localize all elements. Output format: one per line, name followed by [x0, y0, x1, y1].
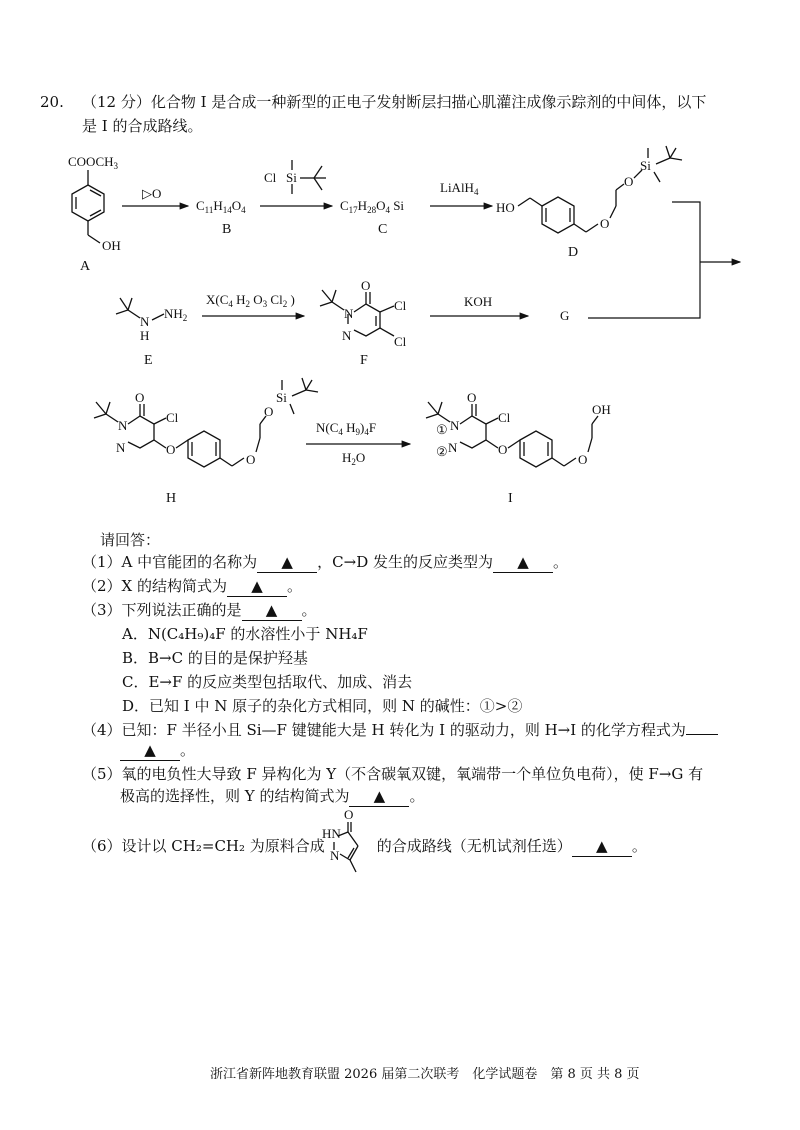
- svg-text:O: O: [135, 390, 145, 405]
- svg-text:Cl: Cl: [264, 170, 277, 185]
- merge-bracket-top: [672, 202, 700, 260]
- svg-text:N: N: [118, 418, 128, 433]
- compound-e: [116, 298, 187, 368]
- q2-blank[interactable]: ▲: [227, 576, 287, 597]
- q5-blank[interactable]: ▲: [349, 786, 409, 807]
- svg-text:Cl: Cl: [394, 334, 407, 349]
- label-i: I: [508, 491, 513, 506]
- synthesis-scheme: [60, 140, 760, 520]
- q6: （6）设计以 CH₂=CH₂ 为原料合成 的合成路线（无机试剂任选） ▲ 。: [82, 837, 647, 855]
- compound-g: G: [560, 308, 570, 323]
- q1: （1）A 中官能团的名称为 ▲ ，C→D 发生的反应类型为 ▲ 。: [82, 553, 569, 571]
- svg-text:N: N: [448, 440, 458, 455]
- label-b: B: [222, 222, 232, 237]
- reagent-tbscl: [264, 160, 326, 194]
- label-e: E: [144, 353, 153, 368]
- q4-line1: （4）已知：F 半径小且 Si—F 键键能大是 H 转化为 I 的驱动力，则 H→I 的化学方程式为: [82, 720, 718, 740]
- a-cooch3: $COOCH_3$: [68, 154, 119, 171]
- q5-line1: （5）氧的电负性大导致 F 异构化为 Y（不含碳氧双键，氧端带一个单位负电荷），使 F→G 有: [82, 765, 704, 783]
- question-intro-line2: 是 I 的合成路线。: [82, 117, 203, 135]
- pyrazolone-structure: [320, 808, 376, 880]
- svg-text:O: O: [361, 278, 371, 293]
- label-h: H: [166, 491, 177, 506]
- a-oh: OH: [102, 238, 121, 253]
- ask-label: 请回答：: [100, 531, 161, 549]
- formula-b: $C_{11}H_{14}O_4$: [196, 198, 246, 215]
- q4-blank-start[interactable]: [686, 734, 718, 735]
- q3-option-a: A．N(C₄H₉)₄F 的水溶性小于 NH₄F: [122, 625, 368, 643]
- svg-text:OH: OH: [592, 402, 611, 417]
- q4-line2: ▲ 。: [120, 740, 195, 761]
- svg-text:O: O: [498, 442, 508, 457]
- q4-blank[interactable]: ▲: [120, 740, 180, 761]
- label-a: A: [80, 259, 91, 274]
- svg-text:HN: HN: [322, 826, 341, 841]
- e-nh2: $NH_2$: [164, 306, 188, 323]
- svg-text:O: O: [264, 404, 274, 419]
- svg-text:O: O: [166, 442, 176, 457]
- q3: （3）下列说法正确的是 ▲ 。: [82, 601, 317, 619]
- merge-bracket-bottom: [588, 260, 700, 318]
- svg-text:N: N: [450, 418, 460, 433]
- label-f: F: [360, 353, 368, 368]
- reagent-lialh4: LiAlH$_4$: [440, 180, 479, 197]
- svg-text:Si: Si: [286, 170, 297, 185]
- reagent-x: $X(C_4$ $H_2$ $O_3$ $Cl_2$ ): [206, 292, 295, 309]
- formula-c: $C_{17}H_{28}O_4$ Si: [340, 198, 405, 215]
- compound-f: [320, 278, 407, 368]
- compound-i: [426, 390, 611, 506]
- svg-text:Cl: Cl: [498, 410, 511, 425]
- q6-blank[interactable]: ▲: [572, 836, 632, 857]
- svg-text:O: O: [246, 452, 256, 467]
- svg-text:O: O: [467, 390, 477, 405]
- compound-a: [68, 154, 121, 274]
- svg-text:N: N: [116, 440, 126, 455]
- compound-d: [496, 146, 682, 260]
- svg-text:H: H: [140, 328, 150, 343]
- svg-text:O: O: [578, 452, 588, 467]
- svg-text:Si: Si: [640, 158, 651, 173]
- reagent-epoxide: ▷O: [142, 186, 162, 201]
- i-mark-2: ②: [436, 444, 448, 459]
- q3-blank[interactable]: ▲: [242, 600, 302, 621]
- q3-option-d: D．已知 I 中 N 原子的杂化方式相同，则 N 的碱性：①>②: [122, 697, 523, 715]
- svg-text:N: N: [140, 314, 150, 329]
- q3-option-c: C．E→F 的反应类型包括取代、加成、消去: [122, 673, 413, 691]
- svg-text:HO: HO: [496, 200, 515, 215]
- svg-text:N: N: [342, 328, 352, 343]
- svg-text:O: O: [344, 808, 354, 822]
- i-mark-1: ①: [436, 422, 448, 437]
- reagent-tbaf: $N(C_4$ $H_9)_4F$: [316, 420, 377, 437]
- question-number: 20.: [40, 93, 64, 111]
- svg-text:Si: Si: [276, 390, 287, 405]
- page-footer: 浙江省新阵地教育联盟 2026 届第二次联考 化学试题卷 第 8 页 共 8 页: [210, 1067, 640, 1082]
- q1-blank-1[interactable]: ▲: [257, 552, 317, 573]
- label-c: C: [378, 222, 388, 237]
- reagent-water: $H_2O$: [342, 450, 366, 467]
- q1-blank-2[interactable]: ▲: [493, 552, 553, 573]
- svg-text:O: O: [600, 216, 610, 231]
- q3-option-b: B．B→C 的目的是保护羟基: [122, 649, 308, 667]
- svg-text:N: N: [330, 848, 340, 863]
- reagent-koh: KOH: [464, 294, 493, 309]
- label-d: D: [568, 245, 579, 260]
- svg-text:N: N: [344, 306, 354, 321]
- q2: （2）X 的结构简式为 ▲ 。: [82, 577, 303, 595]
- svg-text:Cl: Cl: [166, 410, 179, 425]
- q5-line2: 极高的选择性，则 Y 的结构简式为 ▲ 。: [120, 787, 425, 805]
- svg-text:Cl: Cl: [394, 298, 407, 313]
- svg-text:O: O: [624, 174, 634, 189]
- compound-h: [94, 378, 318, 506]
- question-intro-line1: （12 分）化合物 I 是合成一种新型的正电子发射断层扫描心肌灌注成像示踪剂的中间体，以下: [82, 93, 707, 111]
